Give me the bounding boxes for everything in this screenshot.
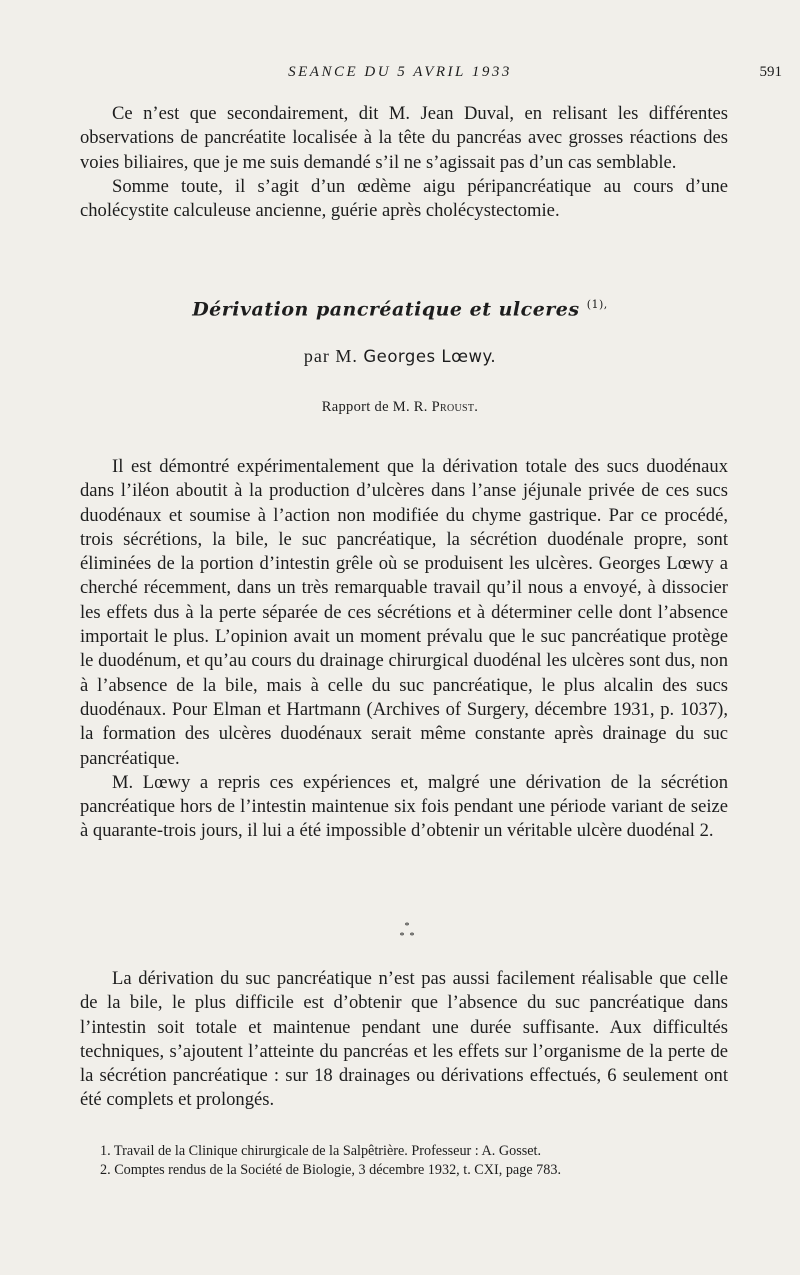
body-paragraph: M. Lœwy a repris ces expériences et, malgré une dérivation de la sécrétion pancréatique hors de l’intestin maintenue six fois pendant une période variant de seize à quarante-trois jours, il lui a été impossible d’obtenir un véritable ulcère duodénal 2.	[80, 771, 728, 842]
section-separator: * * *	[399, 921, 415, 942]
article-title	[0, 298, 800, 320]
body-text	[80, 455, 728, 844]
author-prefix: par M.	[303, 346, 358, 366]
footnotes	[100, 1142, 732, 1180]
closing-text	[80, 967, 728, 1113]
author-line	[0, 346, 800, 367]
footnote: 1. Travail de la Clinique chirurgicale de la Salpêtrière. Professeur : A. Gosset.	[100, 1143, 542, 1159]
intro-paragraph: Ce n’est que secondairement, dit M. Jean Duval, en relisant les différentes observations de pancréatite localisée à la tête du pancréas avec grosses réactions des voies biliaires, que je me suis demandé s’il ne s’agissait pas d’un cas semblable.	[80, 103, 728, 173]
running-head	[0, 62, 800, 86]
article-title-footnote-ref: (1),	[586, 298, 608, 311]
footnote: 2. Comptes rendus de la Société de Biologie, 3 décembre 1932, t. CXI, page 783.	[100, 1162, 561, 1178]
intro-text	[80, 102, 728, 223]
running-head-title: SEANCE DU 5 AVRIL 1933	[288, 64, 512, 80]
report-name: Proust.	[431, 399, 479, 415]
intro-paragraph: Somme toute, il s’agit d’un œdème aigu péripancréatique au cours d’une cholécystite calculeuse ancienne, guérie après cholécystectomie.	[80, 175, 728, 222]
body-paragraph: Il est démontré expérimentalement que la dérivation totale des sucs duodénaux dans l’iléon aboutit à la production d’ulcères dans l’anse jéjunale privée de ces sucs duodénaux et soumise à l’action non modifiée du chyme gastrique. Par ce procédé, trois sécrétions, la bile, le suc pancréatique, la sécrétion duodénale propre, sont éliminées de la portion d’intestin grêle où se produisent les ulcères. Georges Lœwy a cherché récemment, dans un très remarquable travail qu’il nous a envoyé, à dissocier les effets dus à la perte séparée de ces sécrétions et à déterminer celle dont l’absence importait le plus. L’opinion avait un moment prévalu que le suc pancréatique protège le duodénum, et qu’au cours du drainage chirurgical duodénal les ulcères sont dus, non à l’absence de la bile, mais à celle du suc pancréatique, le plus alcalin des sucs duodénaux. Pour Elman et Hartmann (Archives of Surgery, décembre 1931, p. 1037), la formation des ulcères duodénaux serait même constante après drainage du suc pancréatique.	[80, 456, 728, 769]
author-name: Georges Lœwy.	[363, 347, 497, 366]
page-number: 591	[759, 64, 782, 80]
article-title-text: Dérivation pancréatique et ulceres	[192, 298, 580, 321]
report-line	[0, 399, 800, 416]
closing-paragraph: La dérivation du suc pancréatique n’est pas aussi facilement réalisable que celle de la bile, le plus difficile est d’obtenir que l’absence du suc pancréatique dans l’intestin soit totale et maintenue pendant une durée suffisante. Aux difficultés techniques, s’ajoutent l’atteinte du pancréas et les effets sur l’organisme de la perte de la sécrétion pancréatique : sur 18 drainages ou dérivations effectués, 6 seulement ont été complets et prolongés.	[80, 968, 728, 1111]
report-prefix: Rapport de M. R.	[321, 399, 428, 415]
